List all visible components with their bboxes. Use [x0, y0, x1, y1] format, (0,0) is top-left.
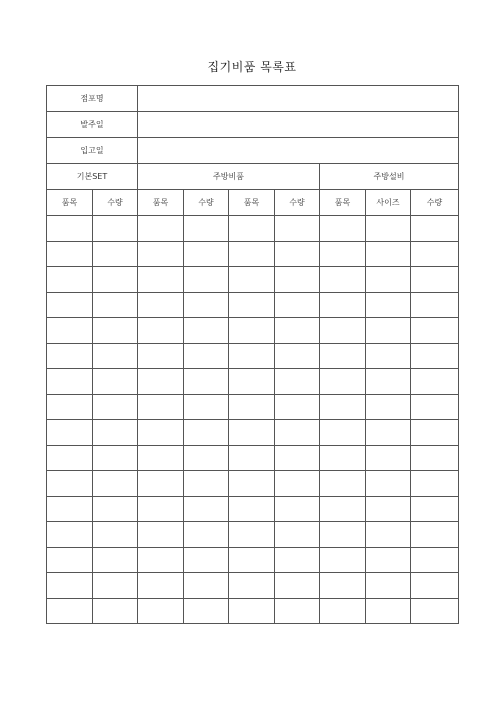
table-row [47, 547, 459, 573]
table-cell[interactable] [229, 267, 275, 293]
table-cell[interactable] [93, 292, 138, 318]
group-header-row [47, 164, 459, 190]
table-row [47, 369, 459, 395]
table-cell[interactable] [411, 241, 459, 267]
receipt-date-label: 입고일 [47, 138, 138, 164]
table-cell[interactable] [93, 318, 138, 344]
table-row [47, 267, 459, 293]
table-row [47, 343, 459, 369]
table-cell[interactable] [229, 471, 275, 497]
table-cell[interactable] [47, 420, 93, 446]
table-cell[interactable] [138, 394, 184, 420]
table-cell[interactable] [411, 445, 459, 471]
table-row [47, 471, 459, 497]
table-cell[interactable] [93, 598, 138, 624]
table-cell[interactable] [138, 547, 184, 573]
table-cell[interactable] [138, 292, 184, 318]
table-cell[interactable] [411, 420, 459, 446]
table-cell[interactable] [320, 369, 366, 395]
table-cell[interactable] [229, 496, 275, 522]
table-cell[interactable] [93, 522, 138, 548]
table-cell[interactable] [184, 292, 229, 318]
table-cell[interactable] [366, 547, 411, 573]
table-cell[interactable] [47, 292, 93, 318]
table-cell[interactable] [411, 267, 459, 293]
table-row [47, 241, 459, 267]
table-cell[interactable] [229, 216, 275, 242]
table-cell[interactable] [184, 598, 229, 624]
store-name-label: 점포명 [47, 86, 138, 112]
table-cell[interactable] [93, 241, 138, 267]
table-cell[interactable] [229, 241, 275, 267]
col-header-item: 품목 [138, 190, 184, 216]
table-cell[interactable] [366, 369, 411, 395]
table-cell[interactable] [47, 394, 93, 420]
order-date-value-cell[interactable] [138, 112, 459, 138]
table-cell[interactable] [275, 292, 320, 318]
table-cell[interactable] [229, 420, 275, 446]
table-cell[interactable] [184, 573, 229, 599]
table-cell[interactable] [184, 241, 229, 267]
table-cell[interactable] [93, 471, 138, 497]
receipt-date-value-cell[interactable] [138, 138, 459, 164]
table-cell[interactable] [411, 292, 459, 318]
table-cell[interactable] [93, 216, 138, 242]
table-cell[interactable] [184, 445, 229, 471]
table-cell[interactable] [229, 522, 275, 548]
table-cell[interactable] [229, 292, 275, 318]
inventory-table [46, 85, 459, 624]
table-cell[interactable] [229, 394, 275, 420]
table-row [47, 496, 459, 522]
table-row [47, 522, 459, 548]
table-cell[interactable] [320, 522, 366, 548]
table-cell[interactable] [229, 547, 275, 573]
table-cell[interactable] [320, 496, 366, 522]
order-date-label: 발주일 [47, 112, 138, 138]
table-cell[interactable] [47, 369, 93, 395]
table-cell[interactable] [320, 216, 366, 242]
table-cell[interactable] [138, 496, 184, 522]
table-cell[interactable] [138, 241, 184, 267]
table-cell[interactable] [320, 420, 366, 446]
col-header-size: 사이즈 [366, 190, 411, 216]
table-cell[interactable] [366, 573, 411, 599]
store-name-row [47, 86, 459, 112]
table-cell[interactable] [275, 420, 320, 446]
col-header-item: 품목 [47, 190, 93, 216]
table-cell[interactable] [366, 343, 411, 369]
table-cell[interactable] [184, 216, 229, 242]
table-cell[interactable] [93, 369, 138, 395]
group-kitchen-supplies: 주방비품 [138, 164, 320, 190]
table-cell[interactable] [47, 547, 93, 573]
table-cell[interactable] [47, 241, 93, 267]
table-cell[interactable] [93, 420, 138, 446]
table-cell[interactable] [411, 471, 459, 497]
table-cell[interactable] [138, 318, 184, 344]
table-cell[interactable] [366, 598, 411, 624]
col-header-quantity: 수량 [184, 190, 229, 216]
table-cell[interactable] [366, 471, 411, 497]
table-cell[interactable] [138, 343, 184, 369]
table-cell[interactable] [275, 471, 320, 497]
table-cell[interactable] [229, 369, 275, 395]
table-cell[interactable] [275, 318, 320, 344]
table-cell[interactable] [320, 394, 366, 420]
table-cell[interactable] [411, 573, 459, 599]
table-cell[interactable] [275, 522, 320, 548]
table-cell[interactable] [47, 496, 93, 522]
table-cell[interactable] [184, 369, 229, 395]
table-cell[interactable] [275, 445, 320, 471]
table-cell[interactable] [411, 522, 459, 548]
table-cell[interactable] [138, 522, 184, 548]
table-cell[interactable] [93, 496, 138, 522]
table-row [47, 292, 459, 318]
table-cell[interactable] [366, 292, 411, 318]
table-cell[interactable] [411, 369, 459, 395]
table-cell[interactable] [320, 343, 366, 369]
table-cell[interactable] [275, 216, 320, 242]
col-header-item: 품목 [320, 190, 366, 216]
table-cell[interactable] [320, 445, 366, 471]
table-cell[interactable] [93, 394, 138, 420]
table-cell[interactable] [229, 343, 275, 369]
col-header-item: 품목 [229, 190, 275, 216]
table-cell[interactable] [366, 318, 411, 344]
table-cell[interactable] [138, 598, 184, 624]
page-title: 집기비품 목록표 [207, 60, 297, 74]
table-cell[interactable] [320, 471, 366, 497]
table-cell[interactable] [366, 496, 411, 522]
table-cell[interactable] [366, 241, 411, 267]
group-basic-set: 기본SET [47, 164, 138, 190]
table-cell[interactable] [184, 394, 229, 420]
table-cell[interactable] [184, 496, 229, 522]
column-header-row [47, 190, 459, 216]
table-cell[interactable] [138, 445, 184, 471]
table-cell[interactable] [229, 318, 275, 344]
table-cell[interactable] [93, 573, 138, 599]
table-row [47, 394, 459, 420]
store-name-value-cell[interactable] [138, 86, 459, 112]
table-cell[interactable] [93, 547, 138, 573]
table-cell[interactable] [366, 394, 411, 420]
table-cell[interactable] [184, 318, 229, 344]
table-cell[interactable] [411, 547, 459, 573]
table-cell[interactable] [93, 343, 138, 369]
table-cell[interactable] [275, 573, 320, 599]
table-cell[interactable] [411, 216, 459, 242]
table-row [47, 598, 459, 624]
table-cell[interactable] [275, 343, 320, 369]
table-row [47, 420, 459, 446]
table-cell[interactable] [138, 267, 184, 293]
table-cell[interactable] [184, 522, 229, 548]
col-header-quantity: 수량 [411, 190, 459, 216]
table-cell[interactable] [184, 471, 229, 497]
table-cell[interactable] [93, 445, 138, 471]
table-cell[interactable] [47, 216, 93, 242]
order-date-row [47, 112, 459, 138]
table-row [47, 445, 459, 471]
table-cell[interactable] [229, 445, 275, 471]
table-cell[interactable] [320, 241, 366, 267]
table-cell[interactable] [184, 343, 229, 369]
table-cell[interactable] [366, 216, 411, 242]
table-cell[interactable] [366, 267, 411, 293]
table-cell[interactable] [275, 598, 320, 624]
receipt-date-row [47, 138, 459, 164]
table-cell[interactable] [275, 241, 320, 267]
table-cell[interactable] [411, 394, 459, 420]
table-cell[interactable] [184, 420, 229, 446]
table-cell[interactable] [138, 471, 184, 497]
table-cell[interactable] [93, 267, 138, 293]
table-cell[interactable] [411, 598, 459, 624]
col-header-quantity: 수량 [275, 190, 320, 216]
table-cell[interactable] [47, 343, 93, 369]
table-cell[interactable] [47, 522, 93, 548]
table-cell[interactable] [320, 267, 366, 293]
col-header-quantity: 수량 [93, 190, 138, 216]
table-cell[interactable] [366, 420, 411, 446]
table-cell[interactable] [184, 547, 229, 573]
table-cell[interactable] [366, 445, 411, 471]
table-cell[interactable] [184, 267, 229, 293]
table-cell[interactable] [47, 471, 93, 497]
table-cell[interactable] [229, 598, 275, 624]
table-cell[interactable] [320, 292, 366, 318]
table-cell[interactable] [275, 496, 320, 522]
table-cell[interactable] [275, 369, 320, 395]
table-cell[interactable] [47, 267, 93, 293]
table-cell[interactable] [138, 573, 184, 599]
table-cell[interactable] [47, 598, 93, 624]
table-cell[interactable] [229, 573, 275, 599]
table-cell[interactable] [411, 496, 459, 522]
table-cell[interactable] [275, 547, 320, 573]
table-cell[interactable] [411, 343, 459, 369]
table-cell[interactable] [275, 267, 320, 293]
table-cell[interactable] [47, 573, 93, 599]
table-cell[interactable] [320, 573, 366, 599]
table-cell[interactable] [138, 369, 184, 395]
table-cell[interactable] [275, 394, 320, 420]
table-cell[interactable] [366, 522, 411, 548]
table-cell[interactable] [320, 318, 366, 344]
table-cell[interactable] [320, 598, 366, 624]
table-cell[interactable] [138, 420, 184, 446]
table-row [47, 216, 459, 242]
table-cell[interactable] [138, 216, 184, 242]
table-row [47, 318, 459, 344]
group-kitchen-equipment: 주방설비 [320, 164, 459, 190]
table-cell[interactable] [47, 318, 93, 344]
table-row [47, 573, 459, 599]
table-cell[interactable] [411, 318, 459, 344]
table-cell[interactable] [320, 547, 366, 573]
table-cell[interactable] [47, 445, 93, 471]
